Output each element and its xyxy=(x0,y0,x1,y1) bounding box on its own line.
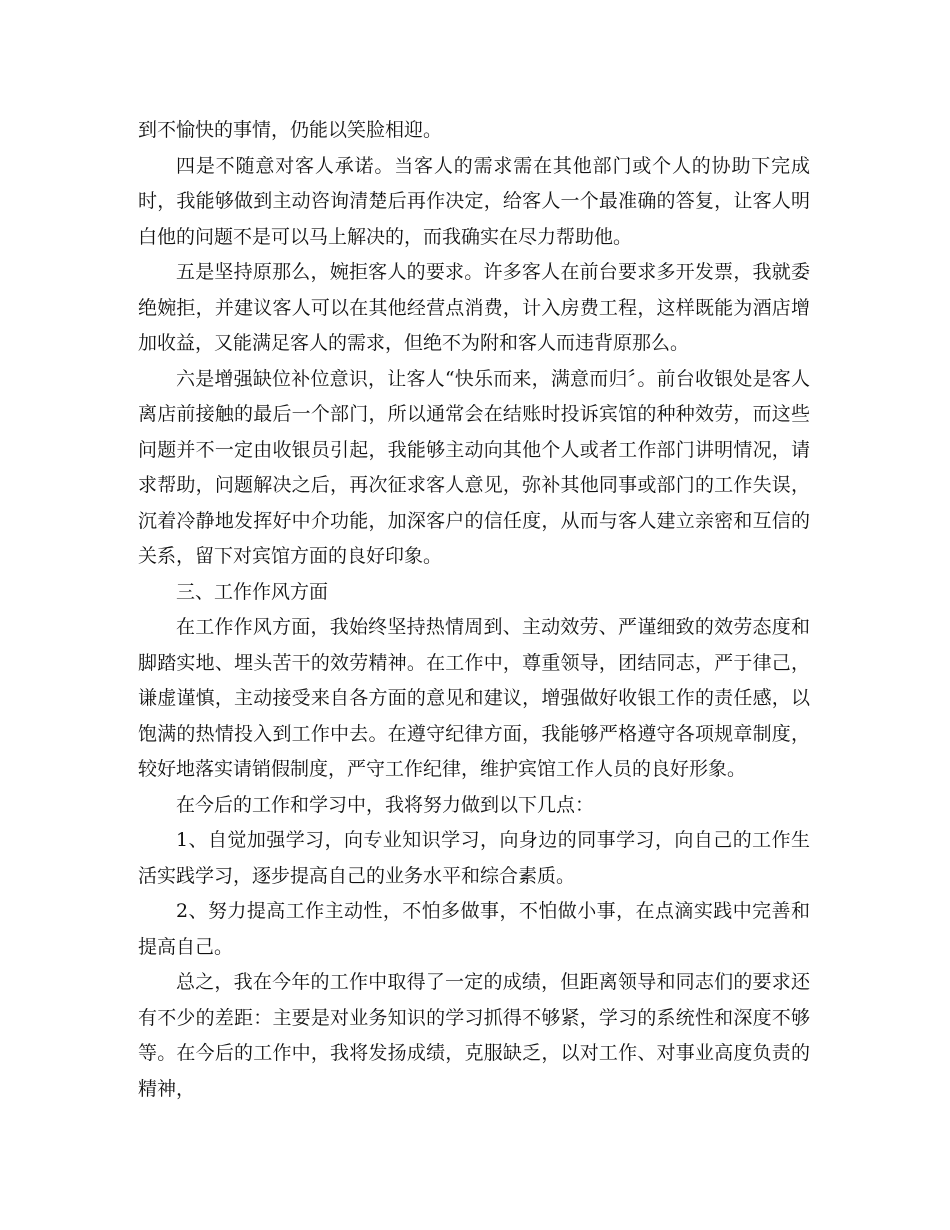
paragraph: 在工作作风方面，我始终坚持热情周到、主动效劳、严谨细致的效劳态度和脚踏实地、埋头苦干的效劳精神。在工作中，尊重领导，团结同志，严于律己，谦虚谨慎，主动接受来自各方面的意见和建议，增强做好收银工作的责任感，以饱满的热情投入到工作中去。在遵守纪律方面，我能够严格遵守各项规章制度，较好地落实请销假制度，严守工作纪律，维护宾馆工作人员的良好形象。 xyxy=(138,616,810,780)
paragraph: 到不愉快的事情，仍能以笑脸相迎。 xyxy=(138,119,443,141)
list-item: 1、自觉加强学习，向专业知识学习，向身边的同事学习，向自己的工作生活实践学习，逐步提高自己的业务水平和综合素质。 xyxy=(138,829,810,887)
paragraph: 总之，我在今年的工作中取得了一定的成绩，但距离领导和同志们的要求还有不少的差距：主要是对业务知识的学习抓得不够紧，学习的系统性和深度不够等。在今后的工作中，我将发扬成绩，克服缺乏，以对工作、对事业高度负责的精神， xyxy=(138,971,810,1100)
paragraph: 四是不随意对客人承诺。当客人的需求需在其他部门或个人的协助下完成时，我能够做到主动咨询清楚后再作决定，给客人一个最准确的答复，让客人明白他的问题不是可以马上解决的，而我确实在尽力帮助他。 xyxy=(138,154,810,248)
list-item: 2、努力提高工作主动性，不怕多做事，不怕做小事，在点滴实践中完善和提高自己。 xyxy=(138,900,810,958)
paragraph: 六是增强缺位补位意识，让客人“快乐而来，满意而归〞。前台收银处是客人离店前接触的最后一个部门，所以通常会在结账时投诉宾馆的种种效劳，而这些问题并不一定由收银员引起，我能够主动向其他个人或者工作部门讲明情况，请求帮助，问题解决之后，再次征求客人意见，弥补其他同事或部门的工作失误，沉着冷静地发挥好中介功能，加深客户的信任度，从而与客人建立亲密和互信的关系，留下对宾馆方面的良好印象。 xyxy=(138,367,810,567)
section-heading: 三、工作作风方面 xyxy=(176,580,329,603)
paragraph: 五是坚持原那么，婉拒客人的要求。许多客人在前台要求多开发票，我就委绝婉拒，并建议客人可以在其他经营点消费，计入房费工程，这样既能为酒店增加收益，又能满足客人的需求，但绝不为附和客人而违背原那么。 xyxy=(138,261,810,354)
paragraph: 在今后的工作和学习中，我将努力做到以下几点： xyxy=(176,793,595,816)
document-body xyxy=(138,113,810,1107)
